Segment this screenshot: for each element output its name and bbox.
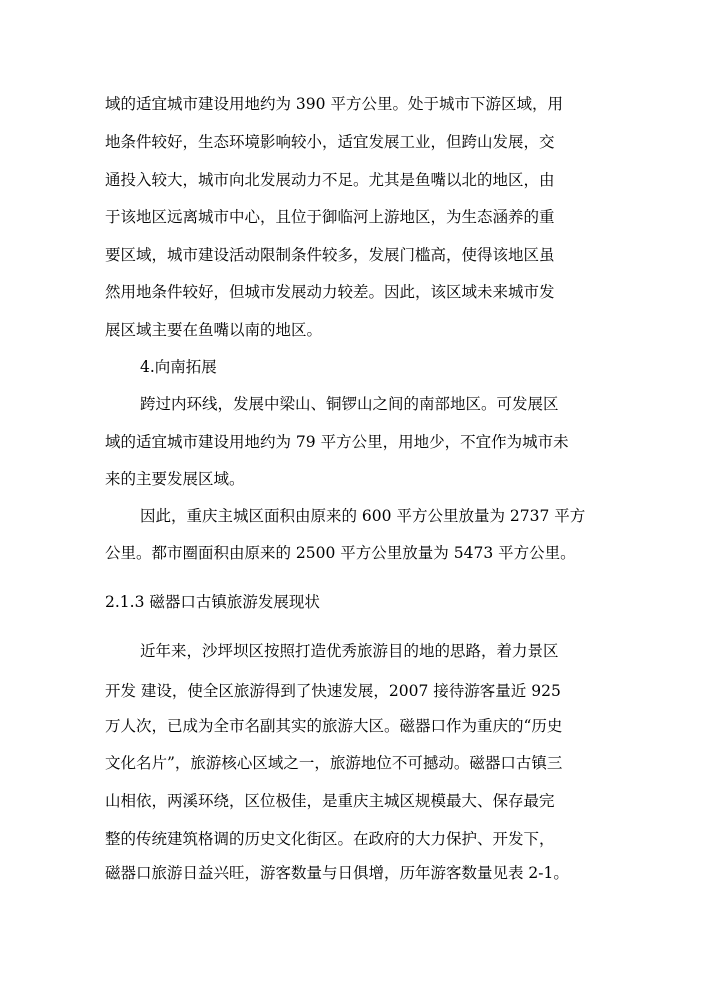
paragraph-1-line-3: 通投入较大，城市向北发展动力不足。尤其是鱼嘴以北的地区，由 <box>105 171 555 189</box>
paragraph-2-line-1: 跨过内环线，发展中梁山、铜锣山之间的南部地区。可发展区 <box>140 395 559 413</box>
paragraph-1-line-1: 域的适宜城市建设用地约为 390 平方公里。处于城市下游区域，用 <box>105 95 563 113</box>
section-heading: 2.1.3 磁器口古镇旅游发展现状 <box>105 593 320 611</box>
subheading-south-expansion: 4.向南拓展 <box>140 358 217 376</box>
paragraph-1-line-2: 地条件较好，生态环境影响较小，适宜发展工业，但跨山发展，交 <box>105 133 555 151</box>
paragraph-1-line-7: 展区域主要在鱼嘴以南的地区。 <box>105 321 323 339</box>
paragraph-1-line-4: 于该地区远离城市中心，且位于御临河上游地区，为生态涵养的重 <box>105 208 555 226</box>
paragraph-4-line-5: 山相依，两溪环绕，区位极佳，是重庆主城区规模最大、保存最完 <box>105 792 555 810</box>
paragraph-3-line-2: 公里。都市圈面积由原来的 2500 平方公里放量为 5473 平方公里。 <box>105 544 576 562</box>
paragraph-4-line-4: 文化名片”，旅游核心区域之一，旅游地位不可撼动。磁器口古镇三 <box>105 754 563 772</box>
paragraph-4-line-1: 近年来，沙坪坝区按照打造优秀旅游目的地的思路，着力景区 <box>140 642 559 660</box>
paragraph-4-line-6: 整的传统建筑格调的历史文化街区。在政府的大力保护、开发下， <box>105 830 555 848</box>
paragraph-4-line-2: 开发 建设，使全区旅游得到了快速发展，2007 接待游客量近 925 <box>105 682 561 700</box>
paragraph-4-line-7: 磁器口旅游日益兴旺，游客数量与日俱增，历年游客数量见表 2-1。 <box>105 864 569 882</box>
paragraph-4-line-3: 万人次，已成为全市名副其实的旅游大区。磁器口作为重庆的“历史 <box>105 717 563 735</box>
paragraph-3-line-1: 因此，重庆主城区面积由原来的 600 平方公里放量为 2737 平方 <box>140 507 586 525</box>
paragraph-1-line-6: 然用地条件较好，但城市发展动力较差。因此，该区域未来城市发 <box>105 283 555 301</box>
paragraph-2-line-2: 域的适宜城市建设用地约为 79 平方公里，用地少，不宜作为城市未 <box>105 433 569 451</box>
paragraph-1-line-5: 要区域，城市建设活动限制条件较多，发展门槛高，使得该地区虽 <box>105 246 555 264</box>
paragraph-2-line-3: 来的主要发展区域。 <box>105 470 245 488</box>
